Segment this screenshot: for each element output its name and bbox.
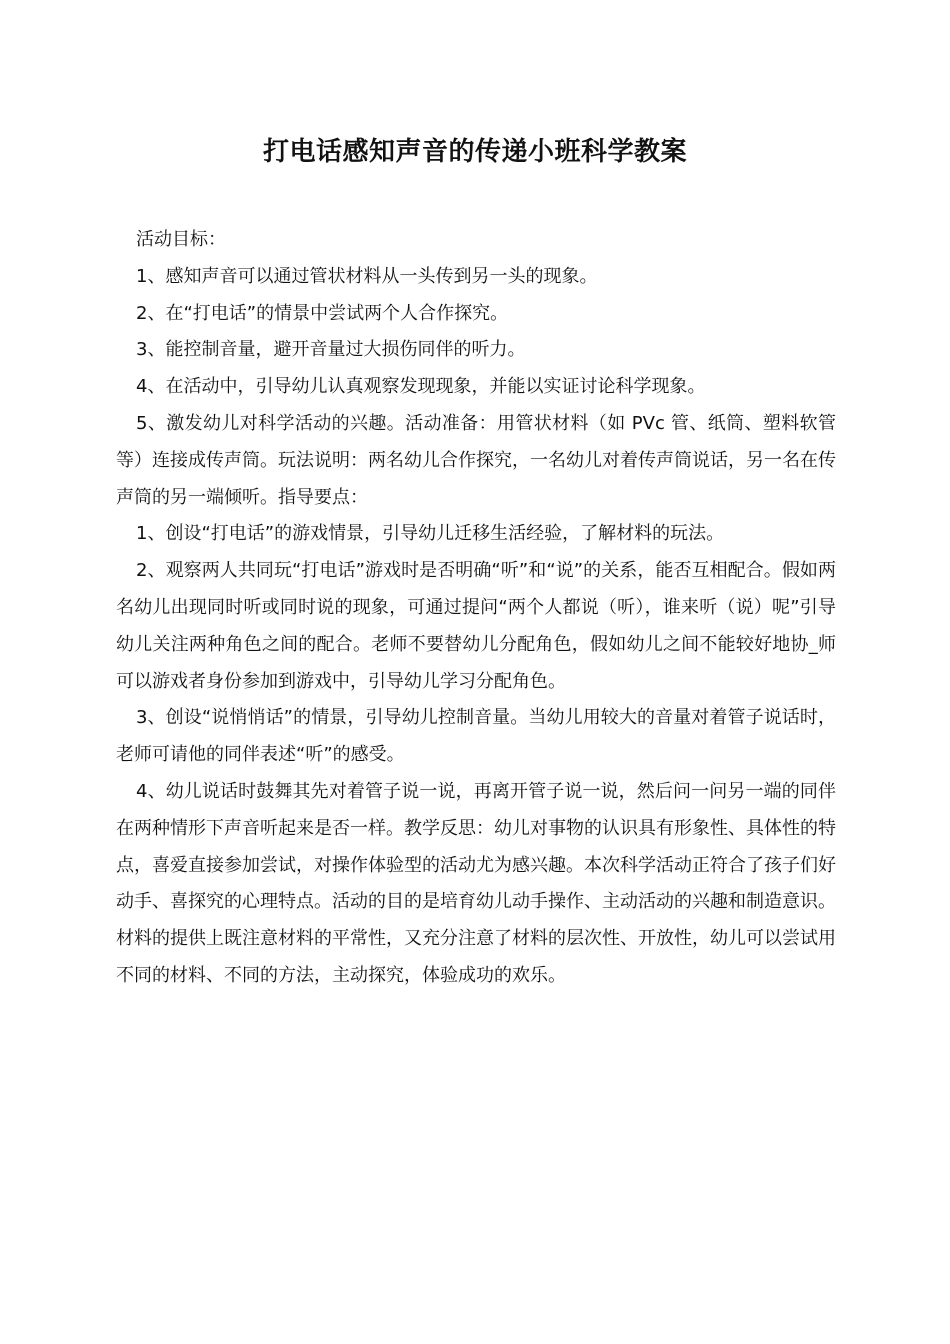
paragraph-goal-5-and-preparation: 5、激发幼儿对科学活动的兴趣。活动准备：用管状材料（如 PVc 管、纸筒、塑料软管等）连接成传声筒。玩法说明：两名幼儿合作探究，一名幼儿对着传声筒说话，另一名在传声筒的另一端倾听。指导要点： xyxy=(116,412,836,508)
paragraph-goal-2: 2、在“打电话”的情景中尝试两个人合作探究。 xyxy=(136,302,509,324)
paragraph-goal-3: 3、能控制音量，避开音量过大损伤同伴的听力。 xyxy=(136,339,526,361)
paragraph-guidance-1: 1、创设“打电话”的游戏情景，引导幼儿迁移生活经验，了解材料的玩法。 xyxy=(136,523,725,545)
document-title: 打电话感知声音的传递小班科学教案 xyxy=(262,137,687,167)
paragraph-activity-goals-heading: 活动目标： xyxy=(136,229,226,250)
paragraph-goal-1: 1、感知声音可以通过管状材料从一头传到另一头的现象。 xyxy=(136,265,598,287)
paragraph-goal-4: 4、在活动中，引导幼儿认真观察发现现象，并能以实证讨论科学现象。 xyxy=(136,376,706,398)
paragraph-guidance-2: 2、观察两人共同玩“打电话”游戏时是否明确“听”和“说”的关系，能否互相配合。假如两名幼儿出现同时听或同时说的现象，可通过提问“两个人都说（听），谁来听（说）呢”引导幼儿关注两种角色之间的配合。老师不要替幼儿分配角色，假如幼儿之间不能较好地协_师可以游戏者身份参加到游戏中，引导幼儿学习分配角色。 xyxy=(116,560,836,692)
paragraph-guidance-4-and-reflection: 4、幼儿说话时鼓舞其先对着管子说一说，再离开管子说一说，然后问一问另一端的同伴在两种情形下声音听起来是否一样。教学反思：幼儿对事物的认识具有形象性、具体性的特点，喜爱直接参加尝试，对操作体验型的活动尤为感兴趣。本次科学活动正符合了孩子们好动手、喜探究的心理特点。活动的目的是培育幼儿动手操作、主动活动的兴趣和制造意识。材料的提供上既注意材料的平常性，又充分注意了材料的层次性、开放性，幼儿可以尝试用不同的材料、不同的方法，主动探究，体验成功的欢乐。 xyxy=(116,780,836,986)
document-body xyxy=(116,222,836,995)
paragraph-guidance-3: 3、创设“说悄悄话”的情景，引导幼儿控制音量。当幼儿用较大的音量对着管子说话时，老师可请他的同伴表述“听”的感受。 xyxy=(116,707,836,766)
